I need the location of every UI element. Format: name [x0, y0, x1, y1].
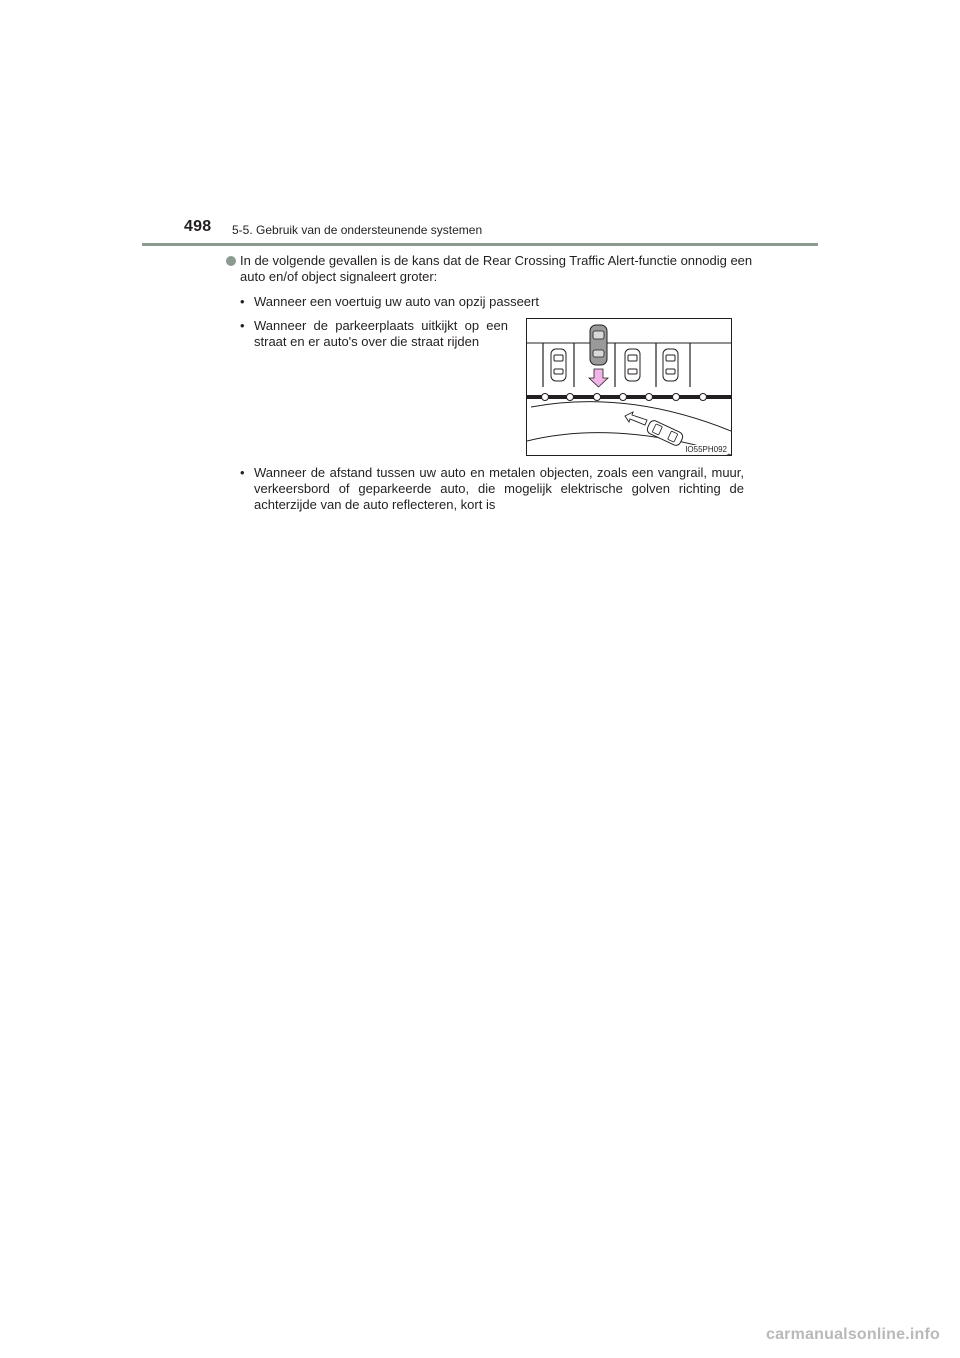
header-rule	[142, 243, 818, 246]
list-item	[240, 294, 760, 310]
list-bullet: •	[240, 318, 245, 333]
own-car	[590, 325, 607, 365]
figure-code: IO55PH092	[685, 445, 727, 454]
traffic-direction-arrow-icon	[625, 412, 647, 425]
main-content	[226, 253, 756, 285]
list-item-text: Wanneer de parkeerplaats uitkijkt op een straat en er auto's over die straat rijden	[254, 318, 508, 349]
page-number: 498	[184, 218, 212, 235]
bullet-circle-icon	[226, 256, 236, 266]
parking-illustration	[526, 318, 732, 456]
crossing-car	[646, 419, 685, 447]
list-item-text: Wanneer de afstand tussen uw auto en metalen objecten, zoals een vangrail, muur, verkeersbord of geparkeerde auto, die mogelijk elektrische golven richting de achterzijde van de auto reflecteren, kort is	[254, 465, 744, 512]
intro-text: In de volgende gevallen is de kans dat de Rear Crossing Traffic Alert-functie onnodig een auto en/of object signaleert groter:	[240, 253, 753, 284]
list-bullet: •	[240, 465, 245, 480]
list-bullet: •	[240, 294, 245, 309]
list-item	[240, 465, 744, 513]
parking-lot-diagram	[527, 319, 731, 455]
intro-paragraph	[226, 253, 756, 285]
list-item	[240, 318, 508, 350]
list-item-text: Wanneer een voertuig uw auto van opzij passeert	[254, 294, 539, 309]
section-title: 5-5. Gebruik van de ondersteunende systemen	[232, 223, 483, 237]
reverse-arrow-icon	[589, 369, 608, 387]
watermark: carmanualsonline.info	[765, 1326, 940, 1343]
